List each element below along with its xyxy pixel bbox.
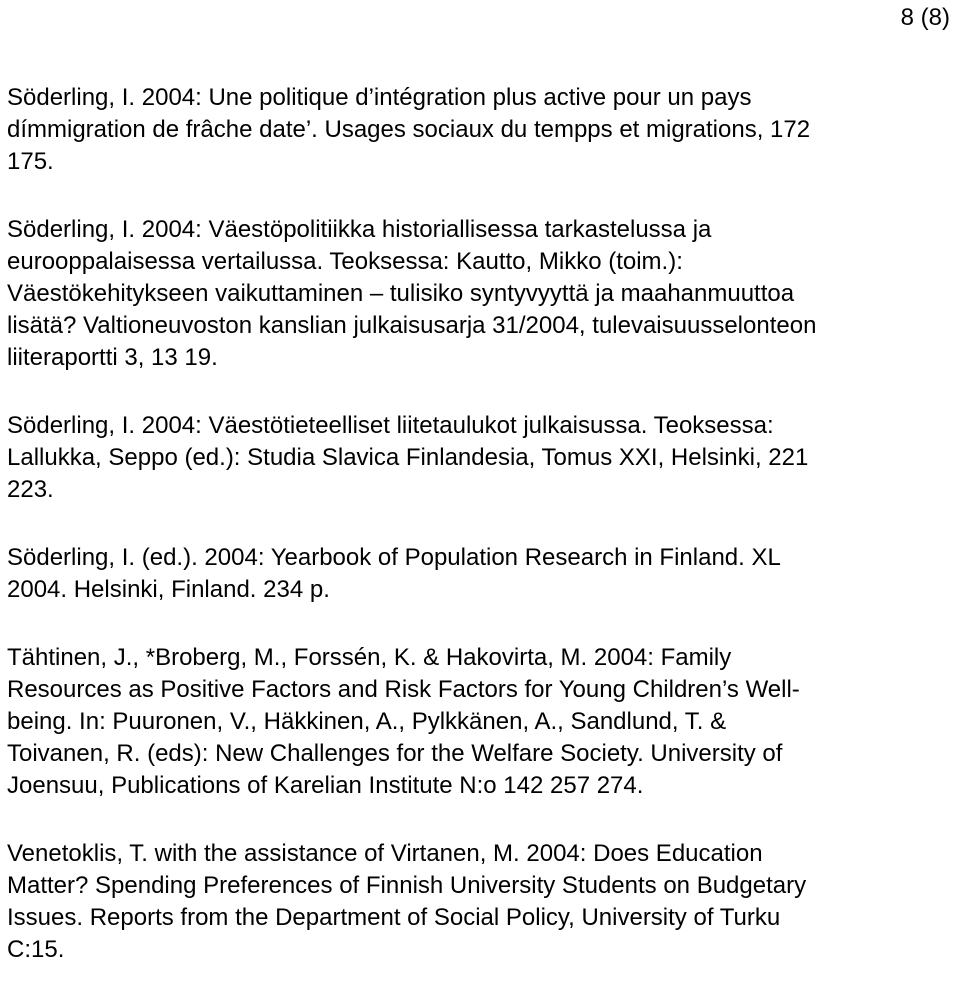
reference-line: Lallukka, Seppo (ed.): Studia Slavica Finlandesia, Tomus XXI, Helsinki, 221 (7, 444, 809, 471)
reference-line: Tähtinen, J., *Broberg, M., Forssén, K. & Hakovirta, M. 2004: Family (7, 644, 732, 671)
reference-line: 223. (7, 476, 54, 503)
reference-line: eurooppalaisessa vertailussa. Teoksessa: Kautto, Mikko (toim.): (7, 248, 683, 275)
reference-list (7, 82, 957, 1002)
reference-line: being. In: Puuronen, V., Häkkinen, A., Pylkkänen, A., Sandlund, T. & (7, 708, 727, 735)
reference-line: Joensuu, Publications of Karelian Institute N:o 142 257 274. (7, 772, 644, 799)
reference-line: 2004. Helsinki, Finland. 234 p. (7, 576, 330, 603)
reference-line: Venetoklis, T. with the assistance of Virtanen, M. 2004: Does Education (7, 840, 763, 867)
reference-entry (7, 214, 957, 374)
reference-line: C:15. (7, 936, 65, 963)
reference-entry (7, 642, 957, 802)
reference-entry (7, 82, 957, 178)
reference-line: liiteraportti 3, 13 19. (7, 344, 218, 371)
reference-entry (7, 410, 957, 506)
reference-line: lisätä? Valtioneuvoston kanslian julkaisusarja 31/2004, tulevaisuusselonteon (7, 312, 817, 339)
reference-line: Toivanen, R. (eds): New Challenges for the Welfare Society. University of (7, 740, 783, 767)
reference-line: Söderling, I. 2004: Une politique d’intégration plus active pour un pays (7, 84, 752, 111)
reference-line: Väestökehitykseen vaikuttaminen – tulisiko syntyvyyttä ja maahanmuuttoa (7, 280, 795, 307)
reference-line: 175. (7, 148, 54, 175)
reference-line: Söderling, I. (ed.). 2004: Yearbook of Population Research in Finland. XL (7, 544, 781, 571)
reference-line: dímmigration de frâche date’. Usages sociaux du tempps et migrations, 172 (7, 116, 811, 143)
reference-entry (7, 838, 957, 966)
reference-entry (7, 542, 957, 606)
reference-line: Matter? Spending Preferences of Finnish University Students on Budgetary (7, 872, 807, 899)
reference-line: Söderling, I. 2004: Väestötieteelliset liitetaulukot julkaisussa. Teoksessa: (7, 412, 774, 439)
reference-line: Resources as Positive Factors and Risk Factors for Young Children’s Well- (7, 676, 800, 703)
reference-line: Issues. Reports from the Department of Social Policy, University of Turku (7, 904, 781, 931)
reference-line: Söderling, I. 2004: Väestöpolitiikka historiallisessa tarkastelussa ja (7, 216, 712, 243)
page-number: 8 (8) (900, 4, 950, 31)
